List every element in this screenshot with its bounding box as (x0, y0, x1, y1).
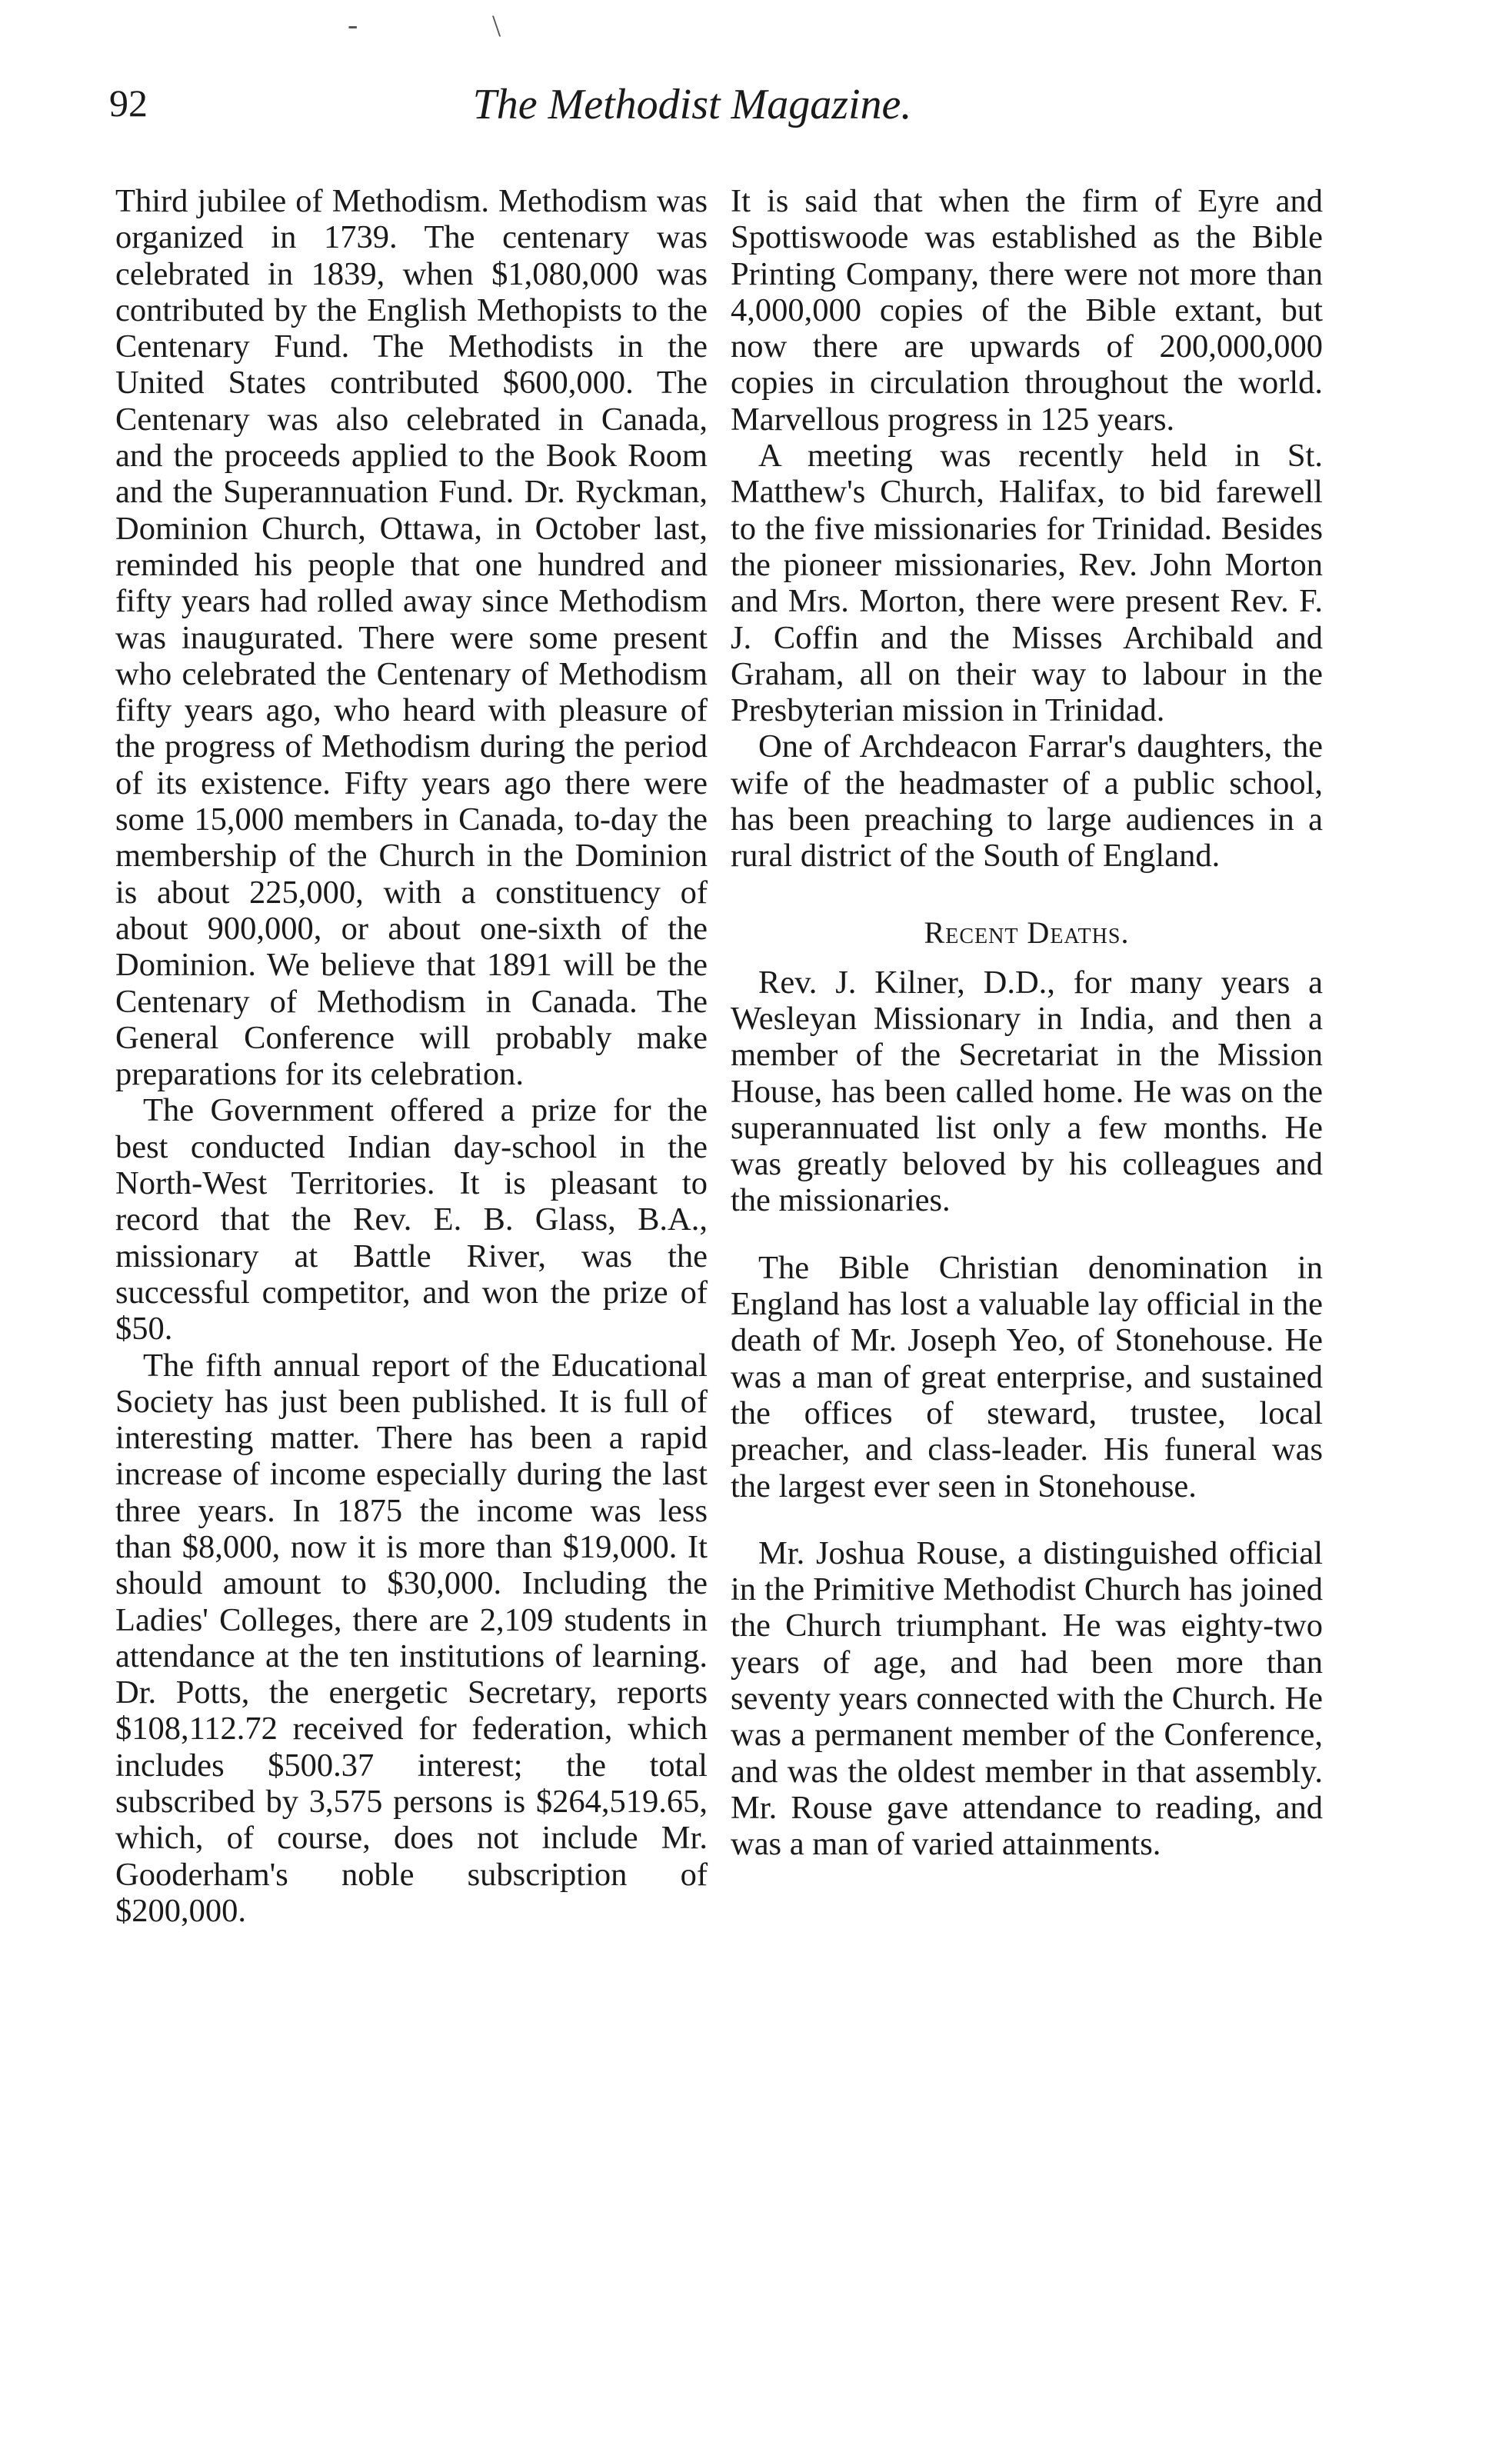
page-number: 92 (109, 82, 148, 125)
paragraph-jubilee: Third jubilee of Methodism. Methodism was organized in 1739. The centenary was celebrated in 1839, when $1,080,000 was contributed by the English Methopists to the Centenary Fund. The Methodists in the United States contributed $600,000. The Centenary was also celebrated in Canada, and the proceeds applied to the Book Room and the Superannuation Fund. Dr. Ryckman, Dominion Church, Ottawa, in October last, reminded his people that one hundred and fifty years had rolled away since Methodism was inaugurated. There were some present who celebrated the Centenary of Methodism fifty years ago, who heard with pleasure of the progress of Methodism during the period of its existence. Fifty years ago there were some 15,000 members in Canada, to-day the membership of the Church in the Dominion is about 225,000, with a constituency of about 900,000, or about one-sixth of the Dominion. We believe that 1891 will be the Centenary of Methodism in Canada. The General Conference will probably make preparations for its celebration. (115, 183, 708, 1093)
paragraph-indian-school-prize: The Government offered a prize for the best conducted Indian day-school in the North-West Territories. It is pleasant to record that the Rev. E. B. Glass, B.A., missionary at Battle River, was the successful competitor, and won the prize of $50. (115, 1092, 708, 1348)
right-column (731, 183, 1323, 1862)
paragraph-bible-printing: It is said that when the firm of Eyre and Spottiswoode was established as the Bible Printing Company, there were not more than 4,000,000 copies of the Bible extant, but now there are upwards of 200,000,000 copies in circulation throughout the world. Marvellous progress in 125 years. (731, 183, 1323, 438)
paragraph-joshua-rouse: Mr. Joshua Rouse, a distinguished official in the Primitive Methodist Church has joined the Church triumphant. He was eighty-two years of age, and had been more than seventy years connected with the Church. He was a permanent member of the Conference, and was the oldest member in that assembly. Mr. Rouse gave attendance to reading, and was a man of varied attainments. (731, 1534, 1323, 1863)
print-speck: \ (492, 8, 501, 43)
print-speck: - (348, 7, 358, 42)
paragraph-kilner: Rev. J. Kilner, D.D., for many years a Wesleyan Missionary in India, and then a member of the Secretariat in the Mission House, has been called home. He was on the superannuated list only a few months. He was greatly beloved by his colleagues and the missionaries. (731, 964, 1323, 1219)
paragraph-farrar-daughter: One of Archdeacon Farrar's daughters, the wife of the headmaster of a public school, has been preaching to large audiences in a rural district of the South of England. (731, 728, 1323, 875)
paragraph-halifax-meeting: A meeting was recently held in St. Matthew's Church, Halifax, to bid farewell to the five missionaries for Trinidad. Besides the pioneer missionaries, Rev. John Morton and Mrs. Morton, there were present Rev. F. J. Coffin and the Misses Archibald and Graham, all on their way to labour in the Presbyterian mission in Trinidad. (731, 438, 1323, 729)
left-column (115, 183, 708, 1929)
paragraph-joseph-yeo: The Bible Christian denomination in England has lost a valuable lay official in the death of Mr. Joseph Yeo, of Stonehouse. He was a man of great enterprise, and sustained the offices of steward, trustee, local preacher, and class-leader. His funeral was the largest ever seen in Stonehouse. (731, 1249, 1323, 1504)
paragraph-educational-society: The fifth annual report of the Educational Society has just been published. It is full of interesting matter. There has been a rapid increase of income especially during the last three years. In 1875 the income was less than $8,000, now it is more than $19,000. It should amount to $30,000. Including the Ladies' Colleges, there are 2,109 students in attendance at the ten institutions of learning. Dr. Potts, the energetic Secretary, reports $108,112.72 received for federation, which includes $500.37 interest; the total subscribed by 3,575 persons is $264,519.65, which, of course, does not include Mr. Gooderham's noble subscription of $200,000. (115, 1347, 708, 1929)
section-heading-recent-deaths: Recent Deaths. (924, 915, 1130, 950)
running-title: The Methodist Magazine. (472, 81, 912, 128)
